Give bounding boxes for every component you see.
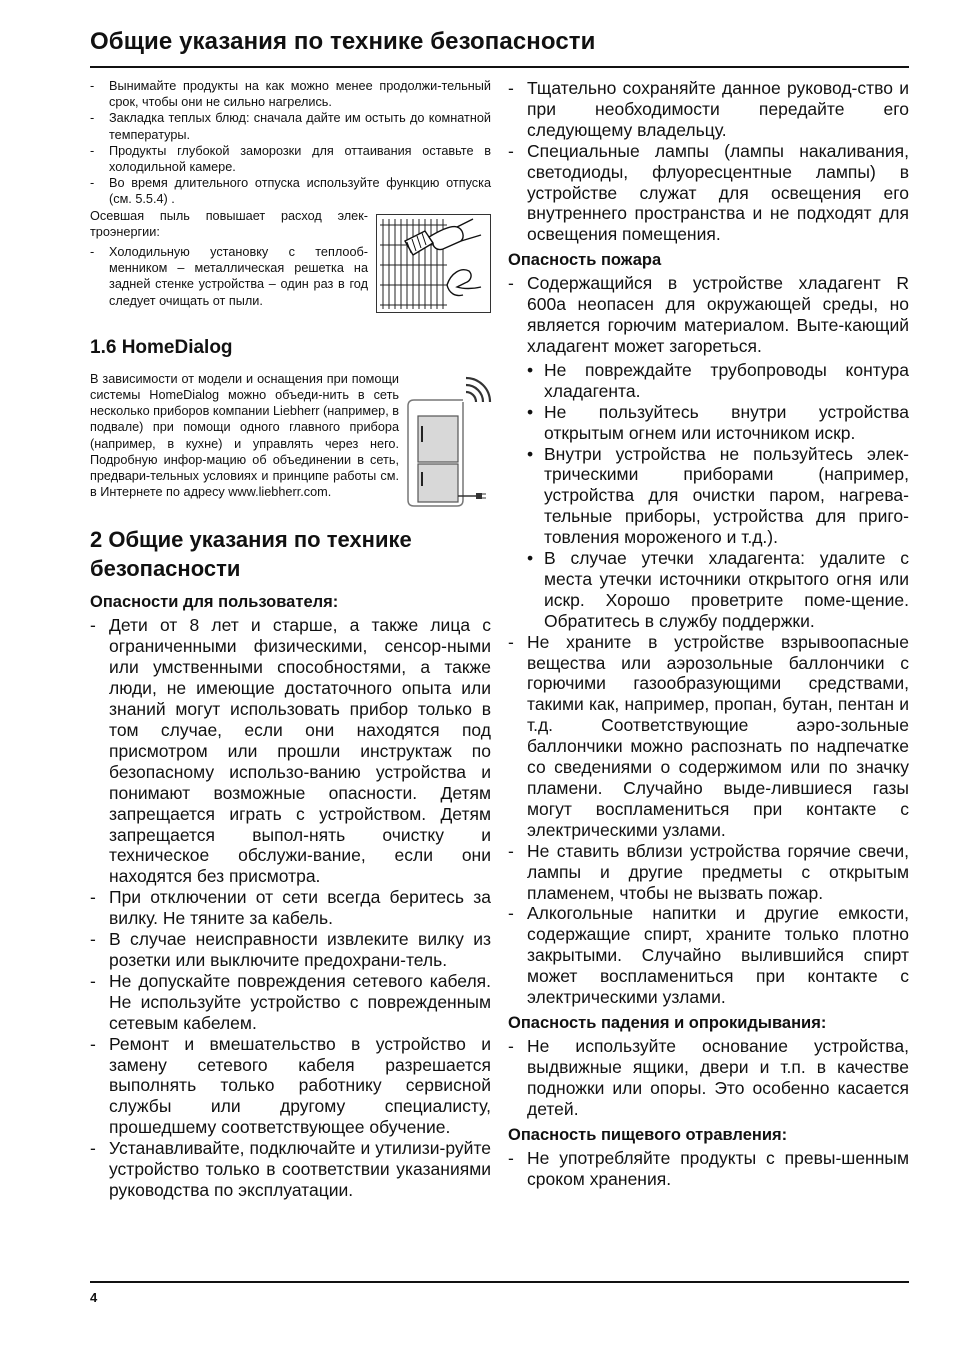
users-list — [90, 615, 491, 1200]
section-1-6-title: 1.6 HomeDialog — [90, 336, 233, 358]
networked-fridges-icon — [406, 372, 492, 510]
list-item: - Холодильную установку с теплооб-менником – металлическая решетка на задней стенке устройства – один раз в год следует очищать от пыли. — [90, 244, 368, 309]
fire-list — [508, 273, 909, 357]
bullet-item: • Не пользуйтесь внутри устройства открытым огнем или источником искр. — [508, 402, 909, 444]
list-item: - Не храните в устройстве взрывоопасные вещества или аэрозольные баллончики с горючими газообразующими средствами, такими как, например, пропан, бутан, пентан и т.д. Соответствующие аэро-зольные баллончики можно распознать по надпечатке со сведениями о содержимом или по значку пламени. Случайно выде-лившиеся газы могут воспламениться при контакте с электрическими узлами. — [508, 632, 909, 841]
fall-heading: Опасность падения и опрокидывания: — [508, 1013, 827, 1032]
fire-list-after — [508, 632, 909, 1008]
bullet-item: • Не повреждайте трубопроводы контура хладагента. — [508, 360, 909, 402]
intro-list — [90, 78, 491, 208]
list-item: - Не допускайте повреждения сетевого кабеля. Не используйте устройство с поврежденным сетевым кабелем. — [90, 971, 491, 1034]
bullet-item: • Внутри устройства не пользуйтесь элек-трическими приборами (например, устройства для очистки паром, нагрева-тельные приборы, устройства для приго-товления мороженого и т.д.). — [508, 444, 909, 549]
list-item: - Специальные лампы (лампы накаливания, светодиоды, флуоресцентные лампы) в устройстве служат для освещения его внутреннего пространства и не подходят для освещения помещения. — [508, 141, 909, 246]
list-item: - Не используйте основание устройства, выдвижные ящики, двери и т.п. в качестве подножки или опоры. Это особенно касается детей. — [508, 1036, 909, 1120]
list-item: - Алкогольные напитки и другие емкости, содержащие спирт, храните только плотно закрытыми. Случайно вылившийся спирт может воспламениться при контакте с электрическими узлами. — [508, 903, 909, 1008]
fall-list — [508, 1036, 909, 1120]
bullet-item: • В случае утечки хладагента: удалите с места утечки источники открытого огня или искр. Хорошо проветрите поме-щение. Обратитесь в службу поддержки. — [508, 548, 909, 632]
list-item: - Тщательно сохраняйте данное руковод-ство и при необходимости передайте его следующему владельцу. — [508, 78, 909, 141]
list-item: - В случае неисправности извлеките вилку из розетки или выключите предохрани-тель. — [90, 929, 491, 971]
list-item: - Не ставить вблизи устройства горячие свечи, лампы и другие предметы с открытым пламенем, чтобы не вызвать пожар. — [508, 841, 909, 904]
list-item: - Устанавливайте, подключайте и утилизи-руйте устройство только в соответствии указаниями руководства по эксплуатации. — [90, 1138, 491, 1201]
right-column — [508, 78, 909, 1189]
list-item: - Закладка теплых блюд: сначала дайте им остыть до комнатной температуры. — [90, 110, 491, 142]
top-list — [508, 78, 909, 245]
list-item: - Продукты глубокой заморозки для оттаивания оставьте в холодильной камере. — [90, 143, 491, 175]
users-heading: Опасности для пользователя: — [90, 593, 339, 612]
dust-list — [90, 244, 368, 309]
footer-rule — [90, 1281, 909, 1283]
list-item: - Не употребляйте продукты с превы-шенным сроком хранения. — [508, 1148, 909, 1190]
list-item: - Во время длительного отпуска используйте функцию отпуска (см. 5.5.4) . — [90, 175, 491, 207]
fire-heading: Опасность пожара — [508, 251, 662, 270]
list-item: - Содержащийся в устройстве хладагент R 600a неопасен для окружающей среды, но является горючим материалом. Выте-кающий хладагент может загореться. — [508, 273, 909, 357]
cleaning-illustration — [376, 214, 491, 313]
homedialog-illustration — [406, 372, 492, 510]
list-item: - Ремонт и вмешательство в устройство и замену сетевого кабеля разрешается выполнять только работнику сервисной службы или другому специалисту, прошедшему соответствующее обучение. — [90, 1034, 491, 1139]
list-item: - Вынимайте продукты на как можно менее продолжи-тельный срок, чтобы они не сильно нагрелись. — [90, 78, 491, 110]
food-list — [508, 1148, 909, 1190]
food-heading: Опасность пищевого отравления: — [508, 1125, 788, 1144]
header-rule — [90, 66, 909, 68]
page-number: 4 — [90, 1290, 98, 1305]
brush-cleaning-icon — [377, 215, 490, 312]
list-item: - Дети от 8 лет и старше, а также лица с ограниченными физическими, сенсор-ными или умственными способностями, а также люди, не имеющие достаточного опыта или знаний могут использовать прибор только в том случае, если они находятся под присмотром или прошли инструктаж по безопасному использо-ванию устройства и понимают возможные опасности. Детям запрещается играть с устройством. Детям запрещается выпол-нять очистку и техническое обслужи-вание, если они находятся без присмотра. — [90, 615, 491, 887]
dust-note: Осевшая пыль повышает расход элек-троэнергии: — [90, 208, 368, 239]
page-title: Общие указания по технике безопасности — [90, 28, 596, 55]
list-item: - При отключении от сети всегда беритесь за вилку. Не тяните за кабель. — [90, 887, 491, 929]
fire-bullets — [508, 360, 909, 632]
dust-block — [90, 208, 368, 309]
section-1-6-text: В зависимости от модели и оснащения при помощи системы HomeDialog можно объеди-нить в сеть несколько приборов компании Liebherr (например, в подвале) при помощи одного главного прибора (например, в кухне) и управлять через него. Подробную инфор-мацию об объединении в сеть, предвари-тельных условиях и принципе работы см. в Интернете по адресу www.liebherr.com. — [90, 371, 399, 500]
section-2-title: 2 Общие указания по технике безопасности — [90, 527, 412, 582]
